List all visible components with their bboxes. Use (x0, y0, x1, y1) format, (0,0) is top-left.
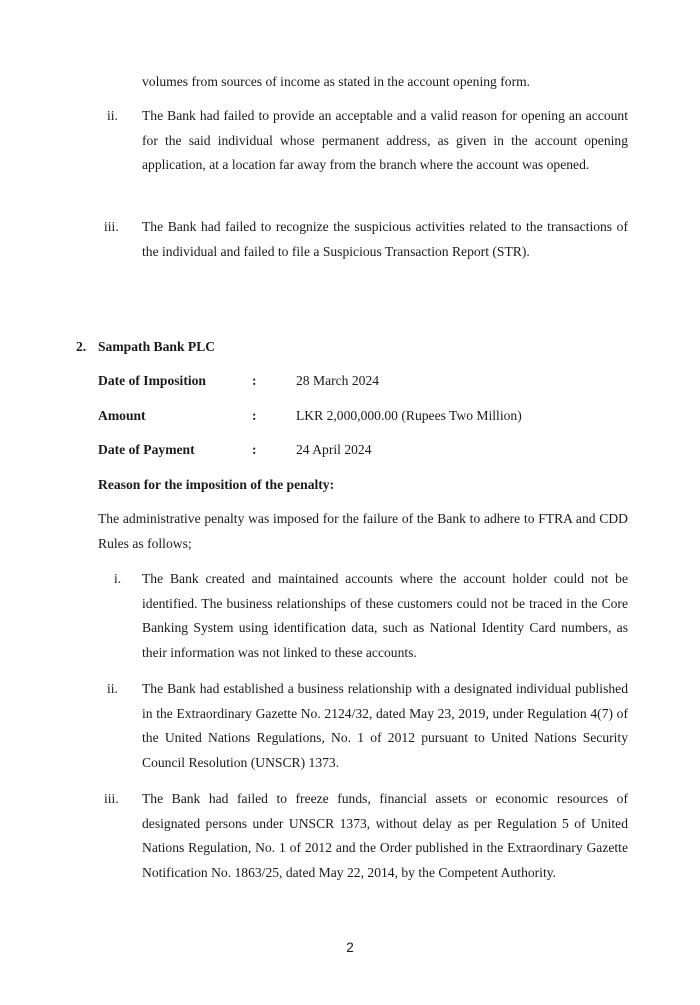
list-numeral: iii. (104, 219, 119, 234)
field-label-date-of-payment: Date of Payment (98, 442, 195, 457)
list-item-text: The Bank had established a business relationship with a designated individual published in the Extraordinary Gazette No. 2124/32, dated May 23, 2019, under Regulation 4(7) of the United Nations Regulations, No. 1 of 2012 pursuant to United Nations Security Council Resolution (UNSCR) 1373. (142, 681, 628, 770)
field-value-date-of-imposition: 28 March 2024 (296, 373, 380, 388)
list-numeral: iii. (104, 791, 119, 806)
page-number: 2 (346, 940, 354, 955)
field-value-date-of-payment: 24 April 2024 (296, 442, 372, 457)
section-title: Sampath Bank PLC (98, 339, 216, 354)
list-item-text: The Bank had failed to freeze funds, financial assets or economic resources of designated persons under UNSCR 1373, without delay as per Regulation 5 of United Nations Regulation, No. 1 of 2012 and the Order published in the Extraordinary Gazette Notification No. 1863/25, dated May 22, 2014, by the Competent Authority. (142, 791, 628, 880)
list-numeral: i. (114, 571, 122, 586)
field-colon: : (252, 442, 257, 457)
continued-paragraph: volumes from sources of income as stated in the account opening form. (142, 74, 531, 89)
intro-paragraph: The administrative penalty was imposed for the failure of the Bank to adhere to FTRA and CDD Rules as follows; (98, 511, 628, 551)
field-colon: : (252, 408, 257, 423)
list-item-text: The Bank had failed to provide an acceptable and a valid reason for opening an account for the said individual whose permanent address, as given in the account opening application, at a location far away from the branch where the account was opened. (142, 108, 628, 172)
list-item-text: The Bank created and maintained accounts where the account holder could not be identified. The business relationships of these customers could not be traced in the Core Banking System using identification data, such as National Identity Card numbers, as their information was not linked to these accounts. (142, 571, 628, 660)
list-numeral: ii. (107, 681, 118, 696)
field-colon: : (252, 373, 257, 388)
list-item-text: The Bank had failed to recognize the suspicious activities related to the transactions of the individual and failed to file a Suspicious Transaction Report (STR). (142, 219, 628, 259)
field-value-amount: LKR 2,000,000.00 (Rupees Two Million) (296, 408, 522, 423)
list-numeral: ii. (107, 108, 118, 123)
field-label-amount: Amount (98, 408, 146, 423)
section-number: 2. (76, 339, 87, 354)
reason-heading: Reason for the imposition of the penalty: (98, 477, 335, 492)
field-label-date-of-imposition: Date of Imposition (98, 373, 206, 388)
